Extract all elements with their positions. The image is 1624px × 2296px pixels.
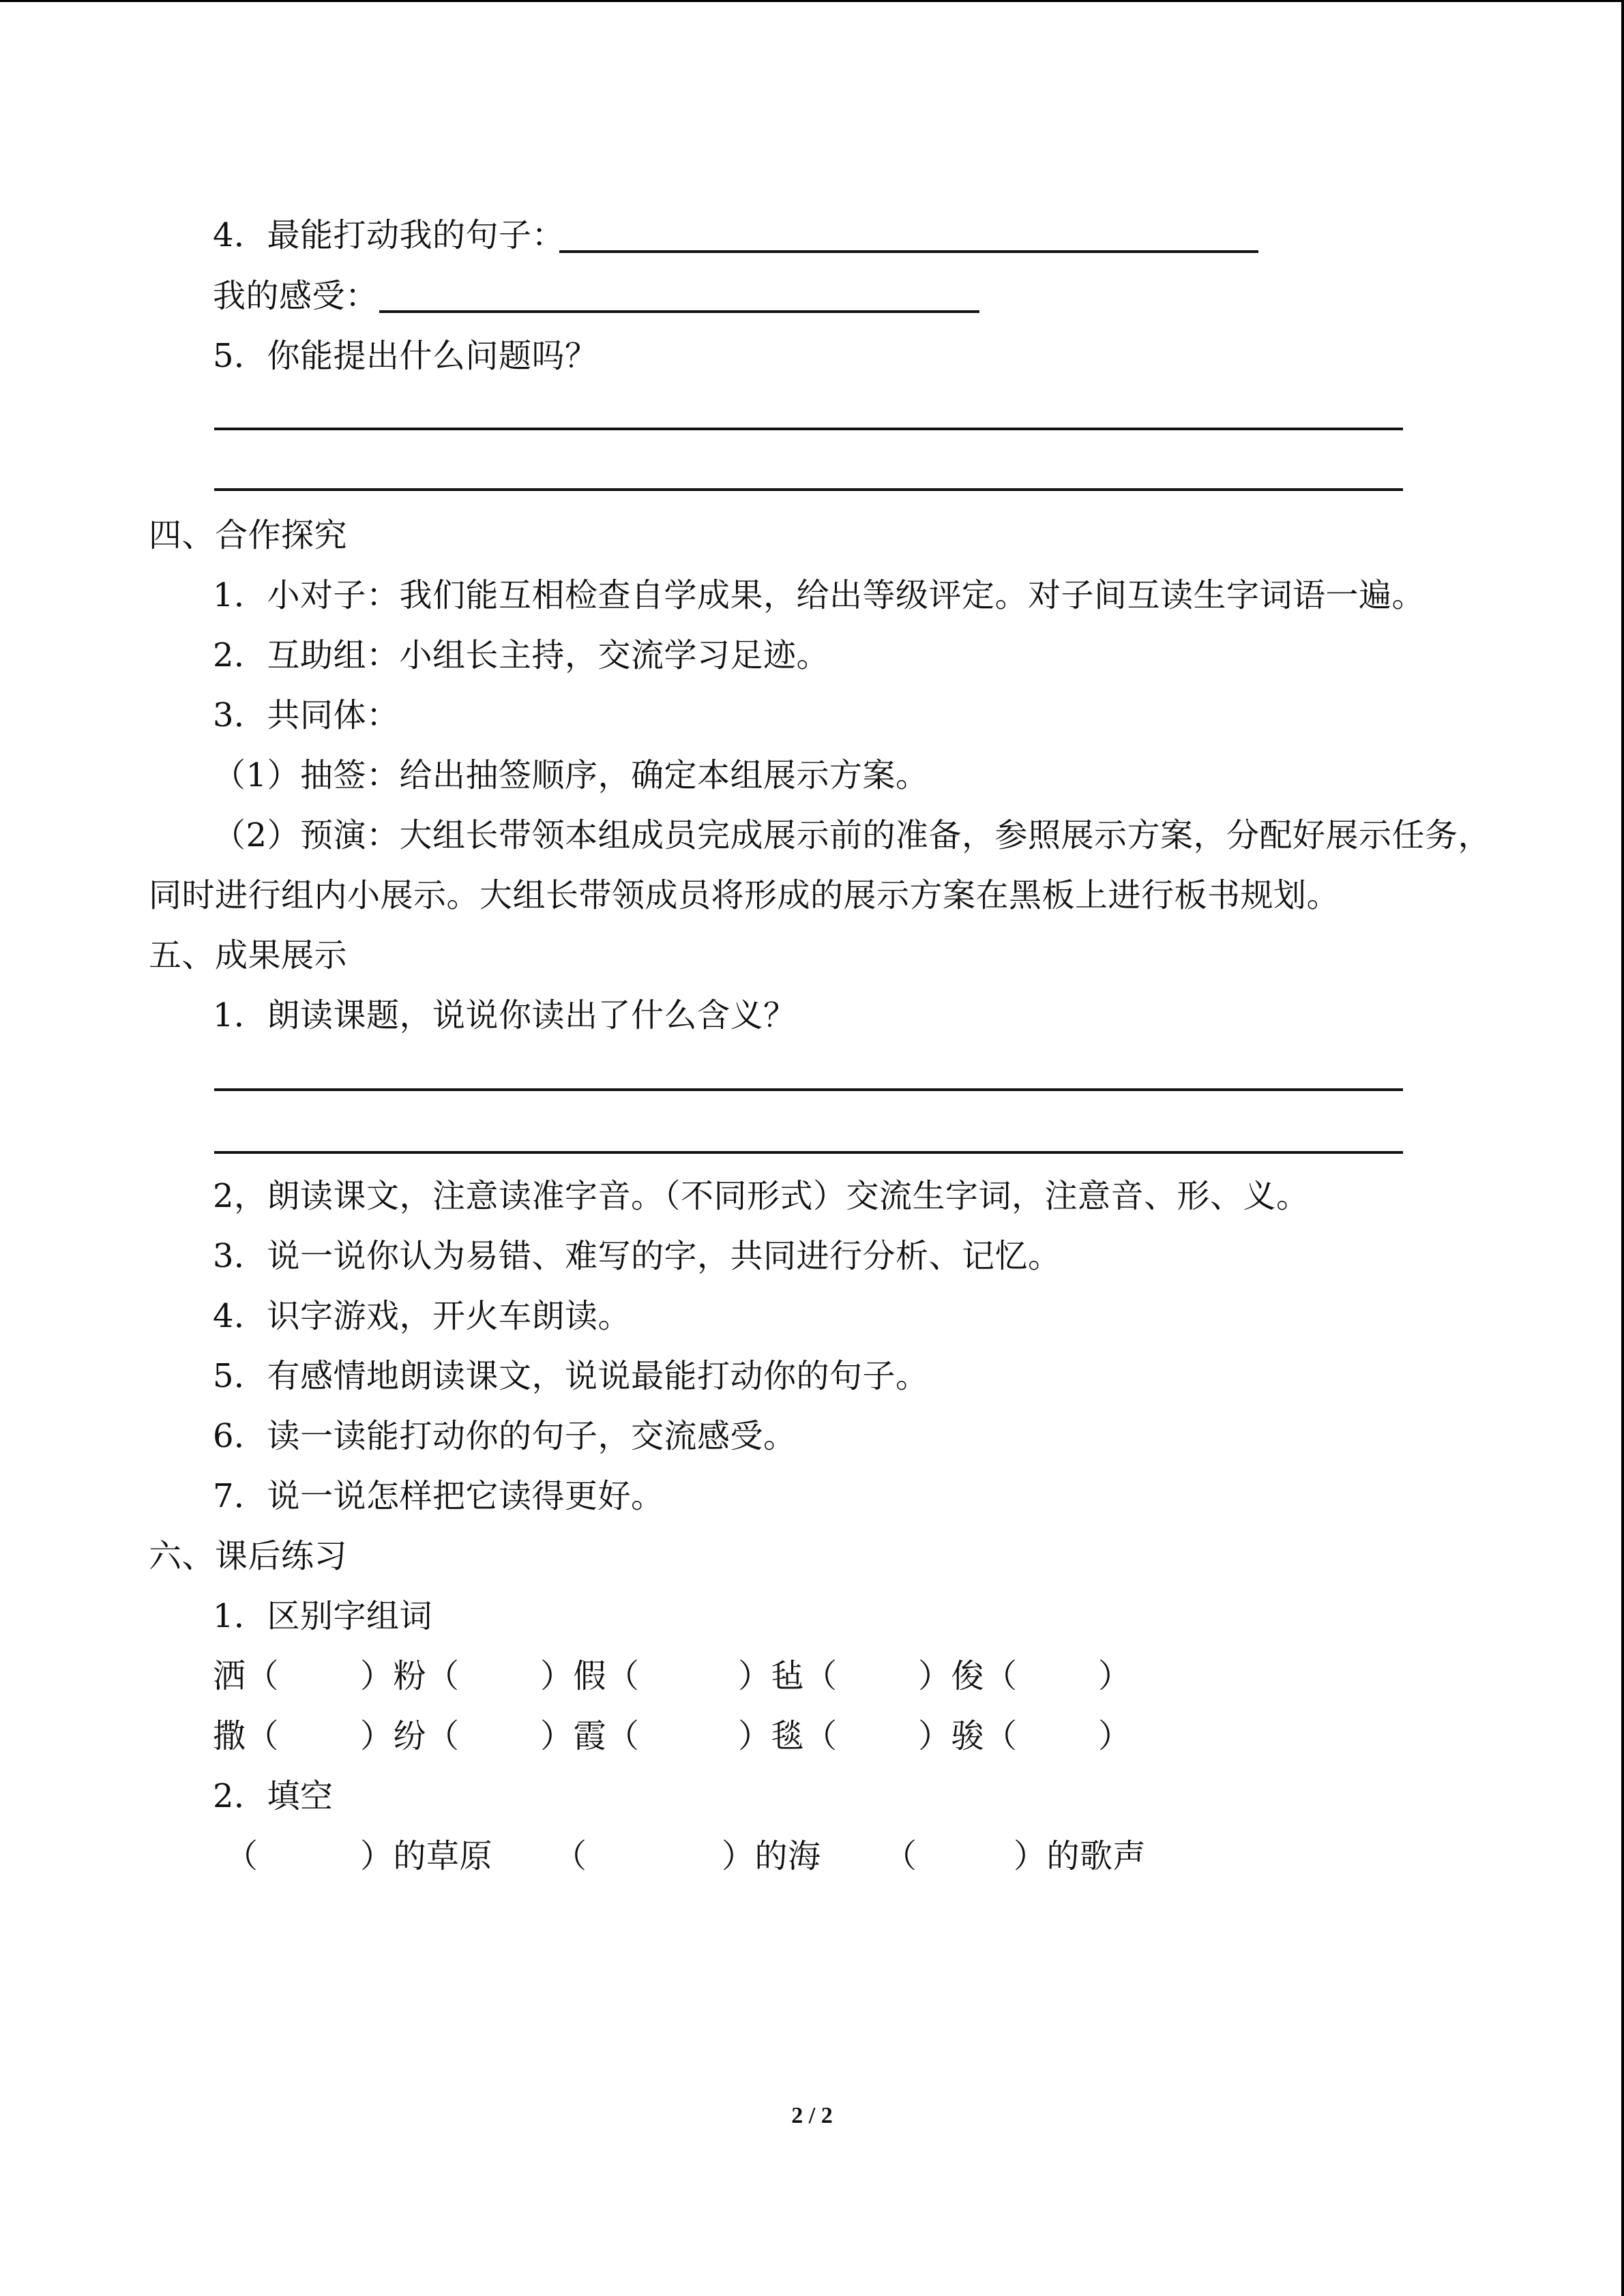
fill-blank-open: （ [554,1837,587,1875]
q4-answer-line[interactable] [559,250,1258,253]
section5-item: 5．有感情地朗读课文，说说最能打动你的句子。 [213,1357,929,1395]
section5-item: 6．读一读能打动你的句子，交流感受。 [213,1417,797,1455]
wordgroup-row1-cell: ） [1098,1657,1132,1695]
wordgroup-row1-cell: ）粉（ [360,1657,460,1695]
section4-subitem: （2）预演：大组长带领本组成员完成展示前的准备，参照展示方案，分配好展示任务， [213,816,1492,854]
wordgroup-row2-cell: ） [1098,1717,1132,1755]
page-top-border [0,0,1624,2]
section4-heading: 四、合作探究 [149,516,348,554]
wordgroup-row1-cell: ）毡（ [738,1657,838,1695]
wordgroup-row2-cell: ）霞（ [540,1717,640,1755]
q5-answer-line-2[interactable] [214,488,1403,491]
wordgroup-row2-cell: 撒（ [213,1717,280,1755]
section4-subitem-cont: 同时进行组内小展示。大组长带领成员将形成的展示方案在黑板上进行板书规划。 [149,876,1340,914]
fill-blank-phrase: ）的草原 [360,1837,493,1875]
q4-feeling-label: 我的感受： [213,277,379,315]
page-number: 2 / 2 [791,2103,833,2128]
wordgroup-row2-cell: ）毯（ [738,1717,838,1755]
section5-item: 7．说一说怎样把它读得更好。 [213,1477,664,1515]
section5-answer-line-1[interactable] [214,1088,1403,1091]
section5-item: 2，朗读课文，注意读准字音。（不同形式）交流生字词，注意音、形、义。 [213,1177,1310,1215]
section5-q1: 1．朗读课题，说说你读出了什么含义？ [213,996,797,1034]
section4-item: 1．小对子：我们能互相检查自学成果，给出等级评定。对子间互读生字词语一遍。 [213,576,1426,614]
q4-feeling-answer-line[interactable] [379,310,979,313]
q5-answer-line-1[interactable] [214,428,1403,430]
q4-line [213,215,565,256]
section5-heading: 五、成果展示 [149,936,348,974]
section4-item: 3．共同体： [213,696,400,734]
q4-label: 4．最能打动我的句子： [213,216,565,254]
wordgroup-row1-cell: ）假（ [540,1657,640,1695]
section5-item: 3．说一说你认为易错、难写的字，共同进行分析、记忆。 [213,1237,1061,1275]
section5-item: 4．识字游戏，开火车朗读。 [213,1297,632,1335]
wordgroup-row1-cell: 洒（ [213,1657,280,1695]
section6-q1: 1．区别字组词 [213,1597,433,1635]
wordgroup-row2-cell: ）骏（ [918,1717,1018,1755]
wordgroup-row1-cell: ）俊（ [918,1657,1018,1695]
wordgroup-row2-cell: ）纷（ [360,1717,460,1755]
fill-blank-open: （ [884,1837,917,1875]
fill-blank-phrase: ）的歌声 [1014,1837,1147,1875]
section6-q2: 2．填空 [213,1777,334,1815]
section4-subitem: （1）抽签：给出抽签顺序，确定本组展示方案。 [213,756,929,794]
fill-blank-open: （ [225,1837,259,1875]
section5-answer-line-2[interactable] [214,1151,1403,1154]
section6-heading: 六、课后练习 [149,1537,348,1575]
page-right-border [1621,0,1624,2296]
fill-blank-phrase: ）的海 [722,1837,821,1875]
section4-item: 2．互助组：小组长主持，交流学习足迹。 [213,636,830,674]
q4-feeling-line [213,275,379,316]
q5-label: 5．你能提出什么问题吗？ [213,337,598,375]
